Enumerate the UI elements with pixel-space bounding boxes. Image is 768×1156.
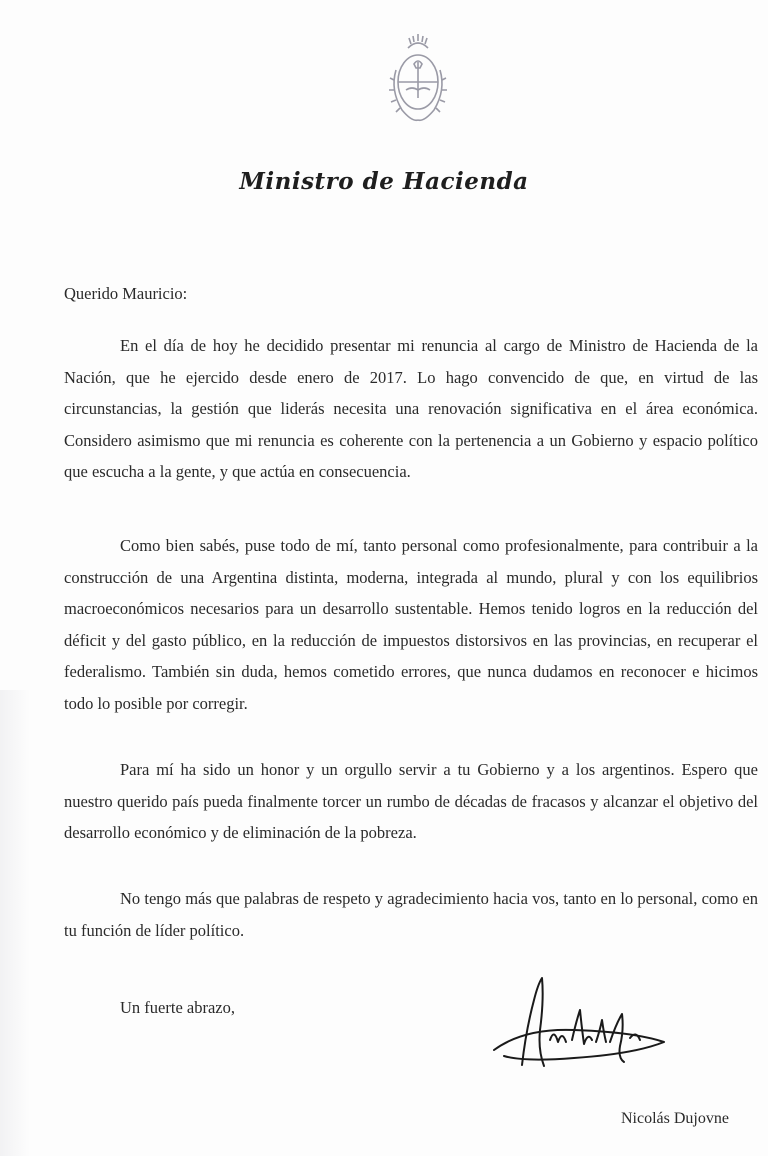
salutation: Querido Mauricio:: [64, 284, 188, 303]
signer-name: Nicolás Dujovne: [621, 1110, 729, 1127]
argentine-coat-of-arms-icon: [382, 30, 454, 130]
paragraph-resignation: En el día de hoy he decidido presentar mi renuncia al cargo de Ministro de Hacienda de la Nación, que he ejercido desde enero de 2017. Lo hago convencido de que, en virtud de las circunstancias, la gestión que liderás necesita una renovación significativa en el área económica. Considero asimismo que mi renuncia es coherente con la pertenencia a un Gobierno y espacio político que escucha a la gente, y que actúa en consecuencia.: [64, 336, 758, 481]
letterhead-title: Ministro de Hacienda: [239, 168, 529, 195]
closing: Un fuerte abrazo,: [120, 998, 235, 1017]
paragraph-gratitude: No tengo más que palabras de respeto y agradecimiento hacia vos, tanto en lo personal, como en tu función de líder político.: [64, 889, 758, 940]
handwritten-signature-icon: [484, 970, 684, 1080]
paragraph-honor: Para mí ha sido un honor y un orgullo servir a tu Gobierno y a los argentinos. Espero que nuestro querido país pueda finalmente torcer un rumbo de décadas de fracasos y alcanzar el objetivo del desarrollo económico y de eliminación de la pobreza.: [64, 760, 758, 842]
scan-shadow: [0, 690, 30, 1156]
paragraph-achievements: Como bien sabés, puse todo de mí, tanto personal como profesionalmente, para contribuir a la construcción de una Argentina distinta, moderna, integrada al mundo, plural y con los equilibrios macroeconómicos necesarios para un desarrollo sustentable. Hemos tenido logros en la reducción del déficit y del gasto público, en la reducción de impuestos distorsivos en las provincias, en recuperar el federalismo. También sin duda, hemos cometido errores, que nunca dudamos en reconocer e hicimos todo lo posible por corregir.: [64, 536, 758, 713]
